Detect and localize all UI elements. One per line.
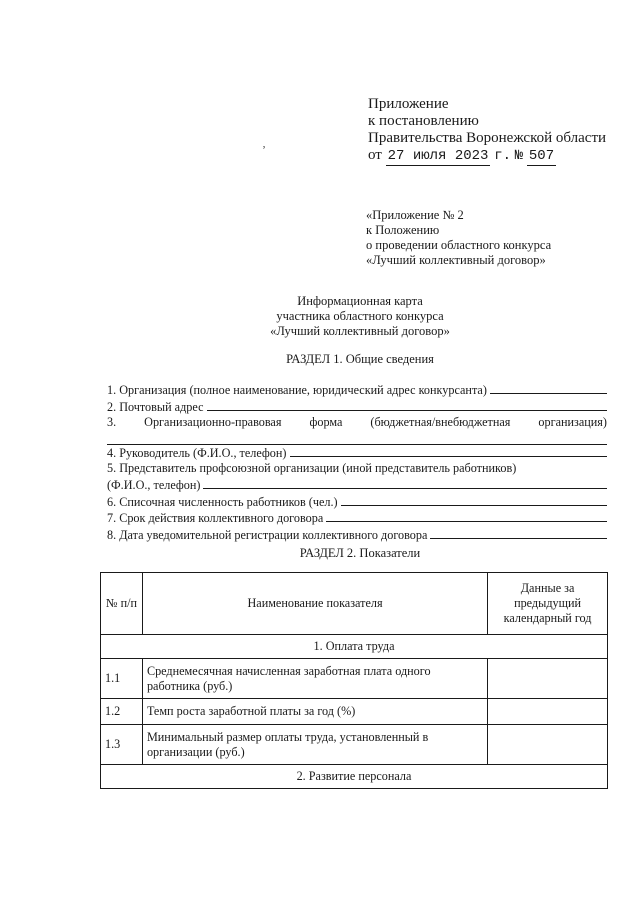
table-row: [101, 725, 608, 765]
regulation-header: [366, 208, 551, 268]
table-row: [101, 699, 608, 725]
field-legal-form-a: Организационно-правовая: [144, 415, 282, 430]
field-head-label: 4. Руководитель (Ф.И.О., телефон): [107, 445, 287, 460]
field-headcount-line: [341, 494, 607, 506]
table-group-row: [101, 765, 608, 789]
field-term-line: [326, 510, 607, 522]
header-prev-year-data: Данные за предыдущий календарный год: [488, 573, 608, 635]
field-postal-address-label: 2. Почтовый адрес: [107, 399, 204, 414]
general-info-fields: [107, 382, 607, 543]
field-organization-label: 1. Организация (полное наименование, юридический адрес конкурсанта): [107, 383, 487, 397]
field-registration-date: [107, 527, 607, 544]
section2-title: РАЗДЕЛ 2. Показатели: [299, 546, 421, 560]
row-number: 1.2: [101, 699, 143, 725]
field-organization: [107, 382, 607, 399]
card-title-line-2: участника областного конкурса: [276, 309, 444, 323]
table-row: [101, 659, 608, 699]
field-legal-form-b: форма: [309, 415, 343, 430]
field-organization-line: [490, 382, 607, 394]
field-union-rep: [107, 461, 607, 477]
regulation-line-3: о проведении областного конкурса: [366, 238, 552, 252]
field-registration-date-label: 8. Дата уведомительной регистрации коллективного договора: [107, 527, 428, 542]
row-indicator: Среднемесячная начисленная заработная плата одного работника (руб.): [142, 659, 487, 699]
header-number: № п/п: [101, 573, 143, 635]
field-legal-form-c: (бюджетная/внебюджетная: [370, 415, 511, 430]
section1-title: РАЗДЕЛ 1. Общие сведения: [286, 352, 434, 366]
field-head-line: [290, 445, 608, 457]
table-group-row: [101, 635, 608, 659]
field-head: [107, 445, 607, 462]
appendix-line-1: Приложение: [368, 96, 449, 112]
regulation-line-4: «Лучший коллективный договор»: [366, 253, 546, 267]
appendix-line-2: к постановлению: [368, 113, 479, 129]
field-union-rep-contact: [107, 477, 607, 494]
row-value-cell[interactable]: [488, 725, 608, 765]
field-headcount: [107, 494, 607, 511]
field-union-rep-contact-label: (Ф.И.О., телефон): [107, 477, 201, 492]
group-staff-development: 2. Развитие персонала: [101, 765, 608, 789]
number-sign: №: [514, 148, 524, 164]
appendix-line-3: Правительства Воронежской области: [368, 130, 607, 146]
field-legal-form-num: 3.: [107, 415, 117, 430]
header-indicator-name: Наименование показателя: [142, 573, 487, 635]
indicators-table: [100, 572, 608, 789]
row-value-cell[interactable]: [488, 699, 608, 725]
field-legal-form: [107, 415, 607, 431]
regulation-line-2: к Положению: [366, 223, 440, 237]
row-number: 1.1: [101, 659, 143, 699]
field-union-rep-line: [203, 477, 607, 489]
number-value: 507: [528, 148, 555, 164]
date-prefix: от: [368, 147, 382, 163]
field-headcount-label: 6. Списочная численность работников (чел.): [107, 494, 338, 509]
row-value-cell[interactable]: [488, 659, 608, 699]
date-value: 27 июля 2023: [387, 148, 489, 164]
row-indicator: Минимальный размер оплаты труда, установленный в организации (руб.): [142, 725, 487, 765]
appendix-date-line: [368, 147, 606, 166]
row-number: 1.3: [101, 725, 143, 765]
field-postal-address-line: [207, 399, 608, 411]
regulation-line-1: «Приложение № 2: [366, 208, 464, 222]
field-legal-form-line: [107, 431, 607, 445]
card-title-line-1: Информационная карта: [297, 294, 423, 308]
field-registration-date-line: [430, 527, 607, 539]
row-indicator: Темп роста заработной платы за год (%): [142, 699, 487, 725]
group-wages: 1. Оплата труда: [101, 635, 608, 659]
field-postal-address: [107, 399, 607, 416]
field-term-label: 7. Срок действия коллективного договора: [107, 511, 324, 526]
field-legal-form-d: организация): [538, 415, 607, 430]
field-union-rep-label: 5. Представитель профсоюзной организации (иной представитель работников): [107, 461, 517, 476]
card-title-line-3: «Лучший коллективный договор»: [270, 324, 450, 338]
card-title: [0, 294, 640, 339]
table-header-row: [101, 573, 608, 635]
scan-mark: ‚: [262, 136, 266, 150]
appendix-header: [368, 96, 606, 166]
field-term: [107, 510, 607, 527]
date-suffix: г.: [494, 148, 511, 164]
